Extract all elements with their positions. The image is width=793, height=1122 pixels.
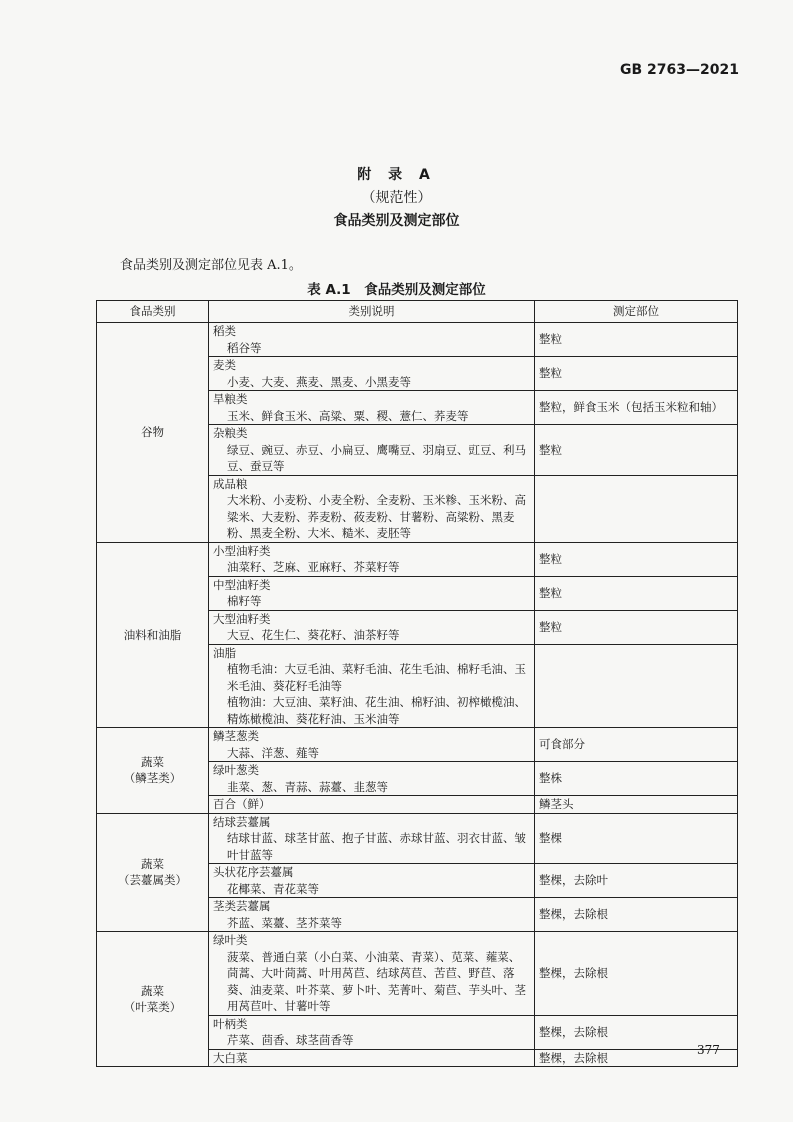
description-cell (209, 762, 535, 796)
category-sublabel: （芸薹属类） (118, 873, 187, 888)
subcategory-items: 植物毛油：大豆毛油、菜籽毛油、花生毛油、棉籽毛油、玉米毛油、葵花籽毛油等 (227, 662, 526, 693)
measured-part-cell: 整粒 (535, 610, 738, 644)
subcategory-title: 杂粮类 (213, 426, 248, 440)
subcategory-title: 头状花序芸薹属 (213, 865, 294, 879)
table-row (97, 728, 738, 762)
subcategory-items: 油菜籽、芝麻、亚麻籽、芥菜籽等 (227, 560, 400, 574)
description-cell (209, 576, 535, 610)
category-label: 谷物 (141, 425, 164, 439)
description-cell (209, 323, 535, 357)
description-cell (209, 644, 535, 728)
subcategory-title: 茎类芸薹属 (213, 899, 271, 913)
measured-part-cell: 整棵，去除根 (535, 898, 738, 932)
measured-part-cell: 整棵，去除叶 (535, 864, 738, 898)
category-cell (97, 728, 209, 814)
subcategory-title: 百合（鲜） (213, 797, 271, 811)
subcategory-items: 小麦、大麦、燕麦、黑麦、小黑麦等 (227, 374, 411, 389)
category-sublabel: （叶菜类） (123, 1000, 182, 1014)
measured-part-cell: 整粒 (535, 576, 738, 610)
subcategory-title: 小型油籽类 (213, 543, 271, 558)
category-cell (97, 542, 209, 728)
description-cell (209, 1015, 535, 1049)
header-category: 食品类别 (97, 301, 209, 323)
description-cell (209, 425, 535, 476)
category-cell (97, 813, 209, 932)
subcategory-title: 叶柄类 (213, 1016, 248, 1031)
subcategory-title: 稻类 (213, 324, 236, 338)
subcategory-title: 鳞茎葱类 (213, 729, 259, 743)
subcategory-items: 芥蓝、菜薹、茎芥菜等 (227, 915, 342, 930)
category-label: 蔬菜 (141, 856, 164, 871)
header-part: 测定部位 (535, 301, 738, 323)
measured-part-cell: 可食部分 (535, 728, 738, 762)
description-cell (209, 1049, 535, 1067)
appendix-title: 附 录 A (357, 167, 436, 183)
measured-part-cell: 整粒，鲜食玉米（包括玉米粒和轴） (535, 391, 738, 425)
subcategory-items: 花椰菜、青花菜等 (227, 881, 319, 896)
table-row (97, 932, 738, 1016)
category-cell (97, 932, 209, 1067)
category-label: 油料和油脂 (123, 627, 182, 642)
subcategory-items: 棉籽等 (227, 594, 262, 608)
measured-part-cell: 整棵，去除根 (535, 932, 738, 1016)
table-row (97, 323, 738, 357)
measured-part-cell: 整粒 (535, 357, 738, 391)
description-cell (209, 728, 535, 762)
description-cell (209, 813, 535, 864)
measured-part-cell: 整棵 (535, 813, 738, 864)
measured-part-cell: 整粒 (535, 425, 738, 476)
subcategory-title: 油脂 (213, 645, 236, 660)
description-cell (209, 864, 535, 898)
appendix-subtitle: 食品类别及测定部位 (333, 213, 460, 229)
measured-part-cell (535, 644, 738, 728)
table-header-row (97, 301, 738, 323)
description-cell (209, 357, 535, 391)
subcategory-title: 绿叶类 (213, 933, 248, 947)
subcategory-title: 成品粮 (213, 476, 248, 491)
description-cell (209, 475, 535, 542)
subcategory-items: 芹菜、茴香、球茎茴香等 (227, 1033, 354, 1047)
description-cell (209, 898, 535, 932)
measured-part-cell: 整棵，去除根 (535, 1015, 738, 1049)
appendix-type: （规范性） (361, 190, 432, 206)
subcategory-items: 大蒜、洋葱、薤等 (227, 745, 319, 760)
subcategory-items: 菠菜、普通白菜（小白菜、小油菜、青菜）、苋菜、蕹菜、茼蒿、大叶茼蒿、叶用莴苣、结球莴苣、苦苣、野苣、落葵、油麦菜、叶芥菜、萝卜叶、芜菁叶、菊苣、芋头叶、茎用莴苣叶、甘薯叶等 (227, 949, 526, 1013)
subcategory-items: 稻谷等 (227, 340, 262, 355)
subcategory-title: 绿叶葱类 (213, 763, 259, 777)
standard-code: GB 2763—2021 (620, 62, 739, 78)
measured-part-cell: 整粒 (535, 323, 738, 357)
subcategory-items: 大豆、花生仁、葵花籽、油茶籽等 (227, 628, 400, 642)
description-cell (209, 796, 535, 814)
table-caption: 表 A.1 食品类别及测定部位 (307, 282, 486, 298)
category-cell (97, 323, 209, 543)
category-sublabel: （鳞茎类） (123, 771, 182, 786)
table-row (97, 813, 738, 864)
measured-part-cell: 鳞茎头 (535, 796, 738, 814)
subcategory-items: 玉米、鲜食玉米、高粱、粟、稷、薏仁、荞麦等 (227, 408, 469, 423)
category-label: 蔬菜 (141, 754, 164, 769)
subcategory-items: 绿豆、豌豆、赤豆、小扁豆、鹰嘴豆、羽扇豆、豇豆、利马豆、蚕豆等 (227, 442, 526, 473)
description-cell (209, 391, 535, 425)
subcategory-title: 大型油籽类 (213, 611, 271, 626)
intro-text: 食品类别及测定部位见表 A.1。 (120, 258, 302, 273)
subcategory-title: 中型油籽类 (213, 577, 271, 592)
subcategory-title: 麦类 (213, 358, 236, 372)
subcategory-title: 大白菜 (213, 1050, 248, 1065)
subcategory-items: 结球甘蓝、球茎甘蓝、抱子甘蓝、赤球甘蓝、羽衣甘蓝、皱叶甘蓝等 (227, 831, 526, 862)
subcategory-items: 韭菜、葱、青蒜、蒜薹、韭葱等 (227, 779, 388, 794)
table-row (97, 542, 738, 576)
subcategory-items: 大米粉、小麦粉、小麦全粉、全麦粉、玉米糁、玉米粉、高粱米、大麦粉、荞麦粉、莜麦粉、甘薯粉、高粱粉、黑麦粉、黑麦全粉、大米、糙米、麦胚等 (227, 493, 526, 540)
measured-part-cell: 整株 (535, 762, 738, 796)
description-cell (209, 932, 535, 1016)
page-number: 377 (697, 1043, 720, 1057)
description-cell (209, 610, 535, 644)
subcategory-items: 植物油：大豆油、菜籽油、花生油、棉籽油、初榨橄榄油、精炼橄榄油、葵花籽油、玉米油等 (227, 695, 526, 726)
food-category-table (96, 300, 738, 1067)
category-label: 蔬菜 (141, 983, 164, 998)
measured-part-cell: 整棵，去除根 (535, 1049, 738, 1067)
subcategory-title: 结球芸薹属 (213, 814, 271, 829)
header-description: 类别说明 (209, 301, 535, 323)
subcategory-title: 旱粮类 (213, 392, 248, 406)
description-cell (209, 542, 535, 576)
measured-part-cell: 整粒 (535, 542, 738, 576)
measured-part-cell (535, 475, 738, 542)
